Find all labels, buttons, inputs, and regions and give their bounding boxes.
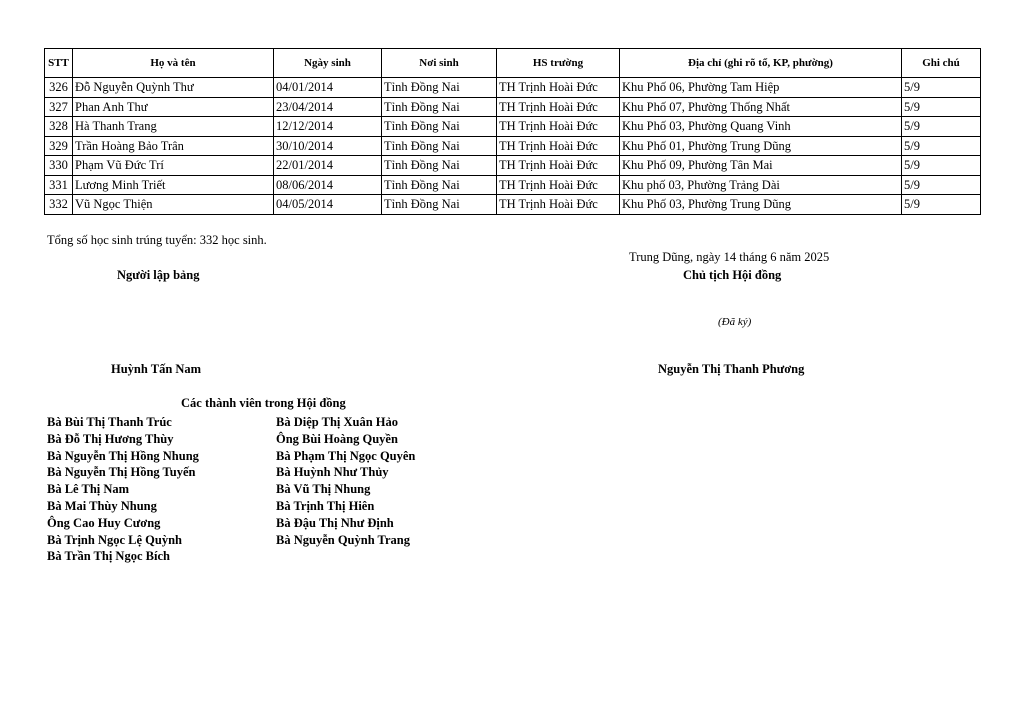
cell-dob: 22/01/2014 xyxy=(274,156,382,176)
cell-name: Vũ Ngọc Thiện xyxy=(73,195,274,215)
table-row xyxy=(45,97,981,117)
member-name: Bà Trịnh Ngọc Lệ Quỳnh xyxy=(47,532,182,547)
cell-name: Lương Minh Triết xyxy=(73,175,274,195)
cell-name: Phạm Vũ Đức Trí xyxy=(73,156,274,176)
cell-school: TH Trịnh Hoài Đức xyxy=(497,156,620,176)
date-line: Trung Dũng, ngày 14 tháng 6 năm 2025 xyxy=(629,250,830,264)
preparer-title: Người lập bảng xyxy=(117,268,200,282)
member-name: Bà Lê Thị Nam xyxy=(47,482,130,497)
cell-address: Khu Phố 01, Phường Trung Dũng xyxy=(620,136,902,156)
signed-note: (Đã ký) xyxy=(718,316,752,328)
member-name: Bà Mai Thùy Nhung xyxy=(47,498,157,513)
cell-stt: 329 xyxy=(45,136,73,156)
cell-school: TH Trịnh Hoài Đức xyxy=(497,175,620,195)
cell-dob: 04/05/2014 xyxy=(274,195,382,215)
cell-dob: 12/12/2014 xyxy=(274,117,382,137)
cell-address: Khu phố 03, Phường Trảng Dài xyxy=(620,175,902,195)
member-name: Bà Trịnh Thị Hiên xyxy=(276,498,375,513)
table-row xyxy=(45,195,981,215)
cell-address: Khu Phố 03, Phường Trung Dũng xyxy=(620,195,902,215)
cell-name: Phan Anh Thư xyxy=(73,97,274,117)
student-table xyxy=(44,48,981,215)
members-title: Các thành viên trong Hội đồng xyxy=(181,396,346,410)
table-row xyxy=(45,136,981,156)
cell-birthplace: Tỉnh Đồng Nai xyxy=(382,195,497,215)
member-name: Ông Bùi Hoàng Quyền xyxy=(276,431,398,446)
chairman-name: Nguyễn Thị Thanh Phương xyxy=(658,362,805,376)
cell-dob: 30/10/2014 xyxy=(274,136,382,156)
cell-dob: 08/06/2014 xyxy=(274,175,382,195)
cell-note: 5/9 xyxy=(902,97,981,117)
cell-school: TH Trịnh Hoài Đức xyxy=(497,117,620,137)
table-row xyxy=(45,117,981,137)
cell-note: 5/9 xyxy=(902,195,981,215)
cell-address: Khu Phố 09, Phường Tân Mai xyxy=(620,156,902,176)
member-name: Bà Phạm Thị Ngọc Quyên xyxy=(276,448,416,463)
header-school: HS trường xyxy=(497,49,620,78)
member-name: Bà Diệp Thị Xuân Hảo xyxy=(276,415,399,429)
cell-stt: 327 xyxy=(45,97,73,117)
cell-school: TH Trịnh Hoài Đức xyxy=(497,136,620,156)
cell-note: 5/9 xyxy=(902,78,981,98)
cell-name: Đỗ Nguyễn Quỳnh Thư xyxy=(73,78,274,98)
header-name: Họ và tên xyxy=(73,49,274,78)
table-row xyxy=(45,175,981,195)
header-birthplace: Nơi sinh xyxy=(382,49,497,78)
member-name: Bà Đỗ Thị Hương Thùy xyxy=(47,431,174,446)
header-note: Ghi chú xyxy=(902,49,981,78)
member-name: Bà Nguyễn Quỳnh Trang xyxy=(276,532,410,547)
cell-dob: 23/04/2014 xyxy=(274,97,382,117)
table-row xyxy=(45,156,981,176)
cell-birthplace: Tỉnh Đồng Nai xyxy=(382,117,497,137)
cell-note: 5/9 xyxy=(902,175,981,195)
member-name: Bà Đậu Thị Như Định xyxy=(276,515,394,530)
cell-birthplace: Tỉnh Đồng Nai xyxy=(382,78,497,98)
member-name: Bà Vũ Thị Nhung xyxy=(276,482,371,497)
cell-school: TH Trịnh Hoài Đức xyxy=(497,78,620,98)
cell-birthplace: Tỉnh Đồng Nai xyxy=(382,156,497,176)
header-stt: STT xyxy=(45,49,73,78)
cell-birthplace: Tỉnh Đồng Nai xyxy=(382,97,497,117)
cell-stt: 326 xyxy=(45,78,73,98)
cell-note: 5/9 xyxy=(902,156,981,176)
member-name: Bà Bùi Thị Thanh Trúc xyxy=(47,415,172,429)
cell-name: Hà Thanh Trang xyxy=(73,117,274,137)
summary-text: Tổng số học sinh trúng tuyển: 332 học sinh. xyxy=(47,233,267,247)
member-name: Ông Cao Huy Cương xyxy=(47,515,161,530)
chairman-title: Chủ tịch Hội đồng xyxy=(683,268,782,282)
table-row xyxy=(45,78,981,98)
member-name: Bà Huỳnh Như Thủy xyxy=(276,465,389,480)
cell-address: Khu Phố 06, Phường Tam Hiệp xyxy=(620,78,902,98)
cell-birthplace: Tỉnh Đồng Nai xyxy=(382,175,497,195)
members-left-column xyxy=(47,414,199,565)
preparer-name: Huỳnh Tấn Nam xyxy=(111,362,202,376)
cell-school: TH Trịnh Hoài Đức xyxy=(497,195,620,215)
cell-note: 5/9 xyxy=(902,117,981,137)
member-name: Bà Nguyễn Thị Hồng Nhung xyxy=(47,448,199,463)
cell-note: 5/9 xyxy=(902,136,981,156)
cell-birthplace: Tỉnh Đồng Nai xyxy=(382,136,497,156)
member-name: Bà Trần Thị Ngọc Bích xyxy=(47,549,170,564)
cell-stt: 330 xyxy=(45,156,73,176)
cell-stt: 331 xyxy=(45,175,73,195)
table-header-row xyxy=(45,49,981,78)
cell-stt: 332 xyxy=(45,195,73,215)
cell-dob: 04/01/2014 xyxy=(274,78,382,98)
header-address: Địa chỉ (ghi rõ tổ, KP, phường) xyxy=(620,49,902,78)
cell-stt: 328 xyxy=(45,117,73,137)
members-right-column xyxy=(276,414,415,548)
cell-address: Khu Phố 07, Phường Thống Nhất xyxy=(620,97,902,117)
cell-name: Trần Hoàng Bảo Trân xyxy=(73,136,274,156)
member-name: Bà Nguyễn Thị Hồng Tuyến xyxy=(47,465,196,480)
cell-school: TH Trịnh Hoài Đức xyxy=(497,97,620,117)
cell-address: Khu Phố 03, Phường Quang Vinh xyxy=(620,117,902,137)
header-dob: Ngày sinh xyxy=(274,49,382,78)
